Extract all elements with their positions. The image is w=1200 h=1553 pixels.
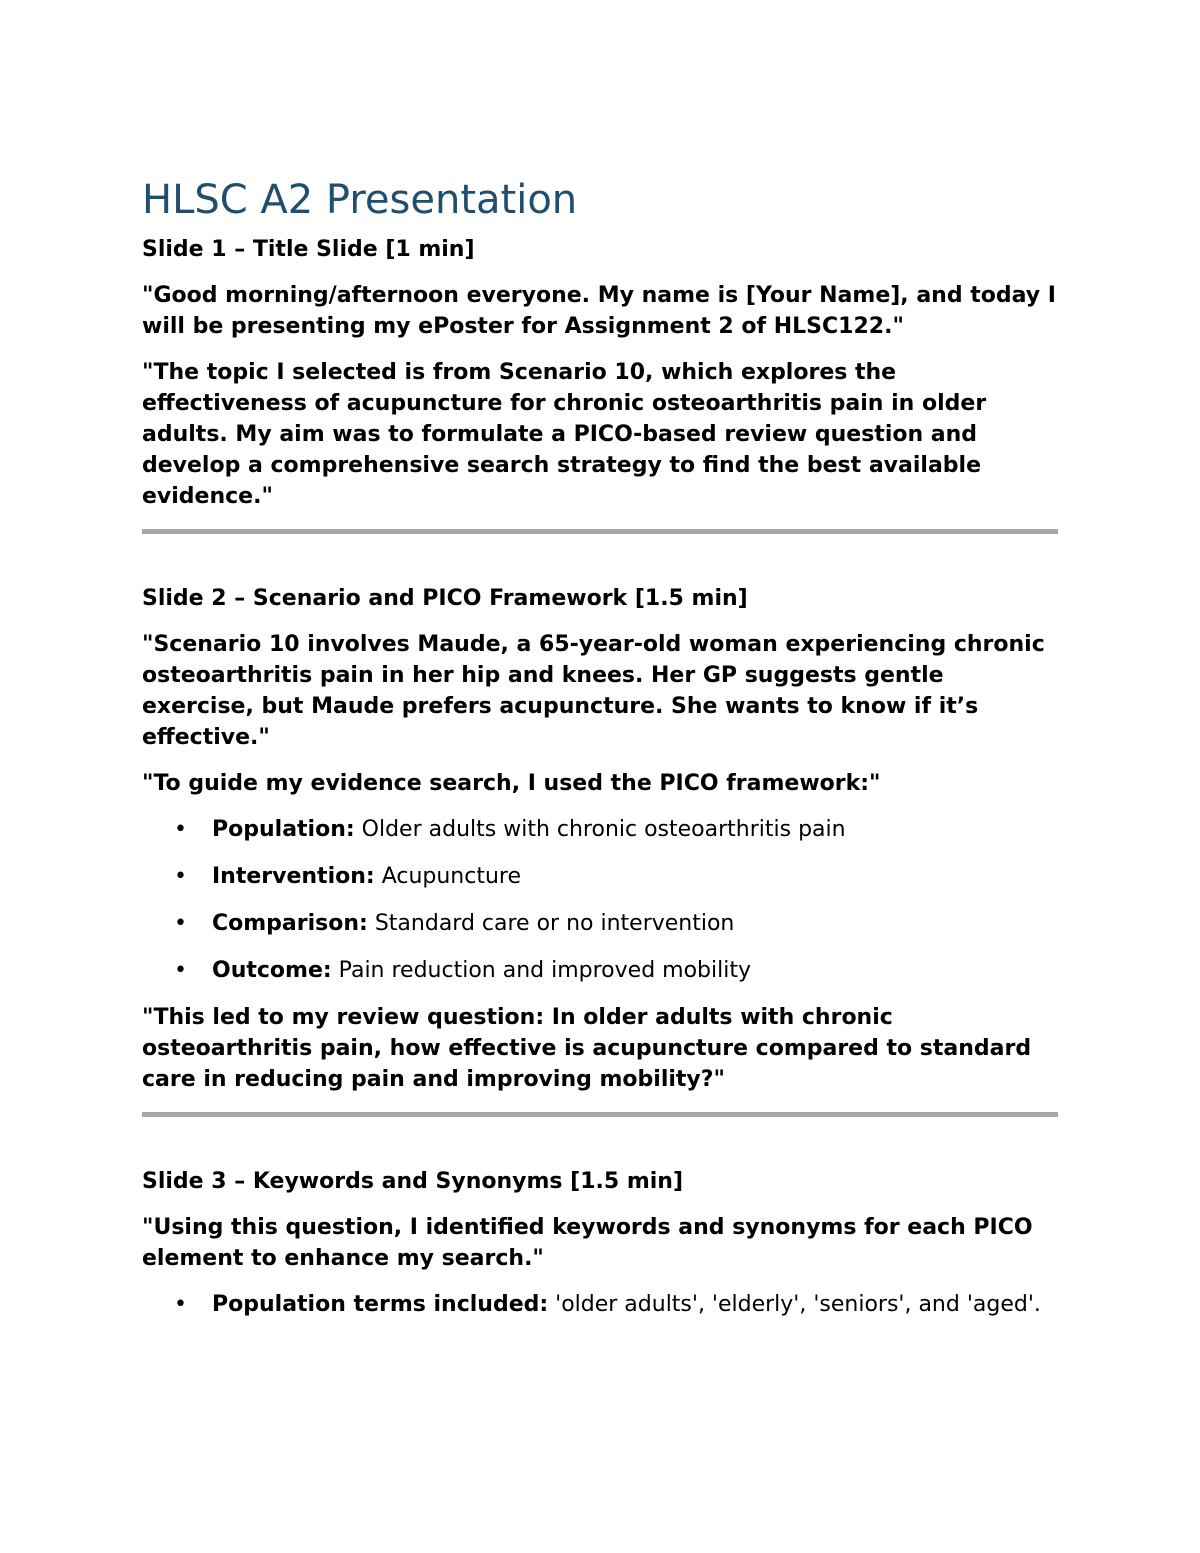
slide-2-section	[142, 583, 1058, 1095]
pico-item-comparison	[142, 908, 1058, 939]
document-title: HLSC A2 Presentation	[142, 177, 578, 223]
pico-description: Pain reduction and improved mobility	[331, 958, 751, 983]
pico-term: Intervention:	[212, 864, 375, 889]
keywords-list	[142, 1289, 1058, 1320]
slide-3-paragraph-1: "Using this question, I identified keywords and synonyms for each PICO element to enhance my search."	[142, 1215, 1033, 1271]
slide-1-section	[142, 234, 1058, 512]
bullet-icon: •	[174, 817, 187, 842]
pico-description: Standard care or no intervention	[367, 911, 735, 936]
pico-item-intervention	[142, 861, 1058, 892]
document-body	[142, 172, 1058, 1336]
slide-2-paragraph-1: "Scenario 10 involves Maude, a 65-year-old woman experiencing chronic osteoarthritis pain in her hip and knees. Her GP suggests gentle exercise, but Maude prefers acupuncture. She wants to know if it’s effective."	[142, 632, 1045, 750]
bullet-icon: •	[174, 958, 187, 983]
pico-term: Outcome:	[212, 958, 332, 983]
slide-3-heading: Slide 3 – Keywords and Synonyms [1.5 min]	[142, 1169, 684, 1194]
bullet-icon: •	[174, 911, 187, 936]
bullet-icon: •	[174, 1292, 187, 1317]
slide-1-heading: Slide 1 – Title Slide [1 min]	[142, 237, 475, 262]
keyword-item-population	[142, 1289, 1058, 1320]
section-divider-2	[142, 1112, 1058, 1117]
slide-3-section	[142, 1166, 1058, 1320]
pico-term: Population:	[212, 817, 355, 842]
pico-term: Comparison:	[212, 911, 368, 936]
keyword-description: 'older adults', 'elderly', 'seniors', and 'aged'.	[548, 1292, 1041, 1317]
bullet-icon: •	[174, 864, 187, 889]
slide-2-heading: Slide 2 – Scenario and PICO Framework [1.5 min]	[142, 586, 748, 611]
slide-2-paragraph-2: "To guide my evidence search, I used the PICO framework:"	[142, 771, 881, 796]
pico-item-population	[142, 814, 1058, 845]
pico-description: Older adults with chronic osteoarthritis pain	[354, 817, 846, 842]
keyword-term: Population terms included:	[212, 1292, 549, 1317]
slide-2-review-question: "This led to my review question: In older adults with chronic osteoarthritis pain, how effective is acupuncture compared to standard care in reducing pain and improving mobility?"	[142, 1005, 1032, 1092]
section-divider-1	[142, 529, 1058, 534]
pico-list	[142, 814, 1058, 986]
pico-description: Acupuncture	[374, 864, 522, 889]
pico-item-outcome	[142, 955, 1058, 986]
slide-1-paragraph-1: "Good morning/afternoon everyone. My name is [Your Name], and today I will be presenting my ePoster for Assignment 2 of HLSC122."	[142, 283, 1056, 339]
slide-1-paragraph-2: "The topic I selected is from Scenario 10, which explores the effectiveness of acupuncture for chronic osteoarthritis pain in older adults. My aim was to formulate a PICO-based review question and develop a comprehensive search strategy to find the best available evidence."	[142, 360, 987, 509]
